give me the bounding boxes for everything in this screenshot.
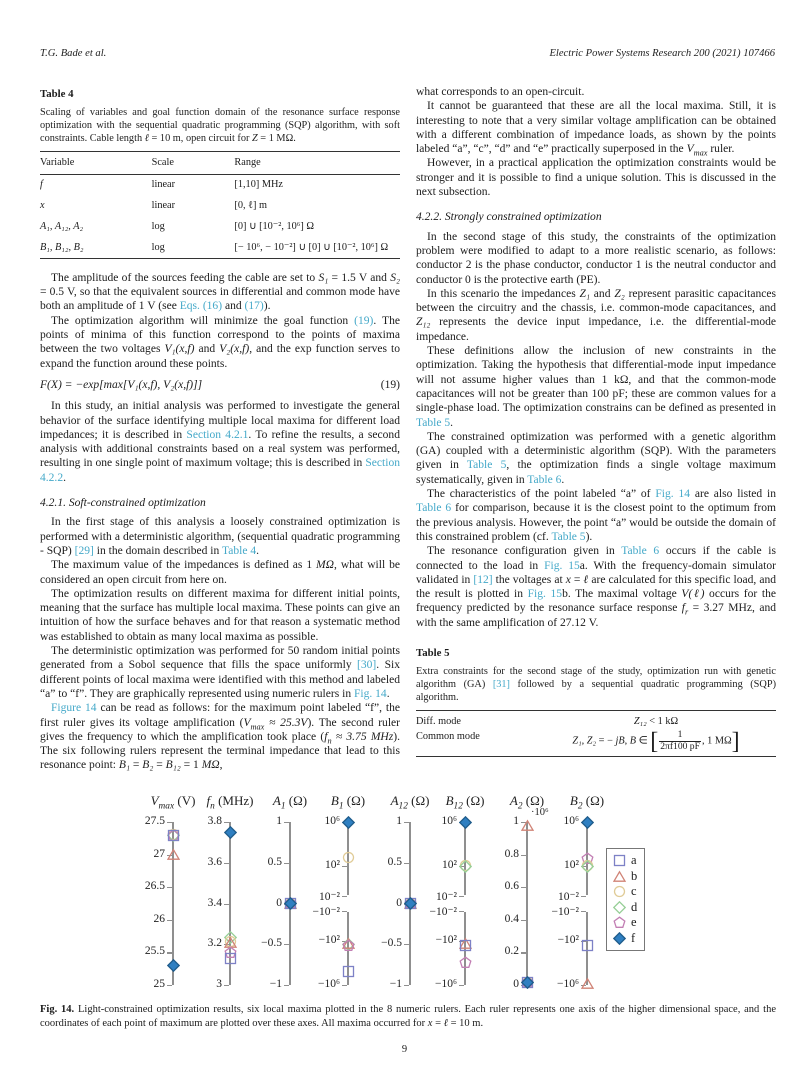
paragraph: what corresponds to an open-circuit.	[416, 86, 585, 98]
axis-tick-label: 3.2	[207, 937, 222, 950]
axis-tick-label: 3.4	[207, 896, 222, 909]
axis-tick-label: 27.5	[144, 815, 165, 827]
citation-link[interactable]: Table 6	[621, 545, 660, 558]
paragraph: It cannot be guaranteed that these are all the local maxima. Still, it is interesting to note that a very similar voltage amplification can be obtained with a different combination of impedance loads, as shown by the points labeled “a”, “c”, “d” and “e” practically superposed in the $V_{max}$ ruler.	[416, 100, 776, 158]
paragraph: These definitions allow the inclusion of new constraints in the optimization. Taking the hypothesis that differential-mode input impedance will not assume higher values than 1 kΩ, and that the common-mode capacitances will not be greater than 100 pF; these are common values for a single-phase load. The optimization constrains can be defined as presented in Table 5.	[416, 345, 776, 429]
axis-tick	[342, 911, 347, 912]
axis-tick-label: −10⁶	[557, 978, 579, 990]
marker-a	[224, 952, 237, 965]
axis-tick-label: 0.8	[504, 847, 519, 860]
table-4-label: Table 4	[40, 88, 74, 100]
citation-link[interactable]: [12]	[473, 573, 493, 586]
table-4-column-header: Range	[234, 152, 400, 174]
table-cell: Diff. mode	[416, 716, 461, 728]
axis-tick	[459, 896, 464, 897]
citation-link[interactable]: Fig. 15	[544, 559, 580, 572]
citation-link[interactable]: Fig. 14	[353, 687, 387, 700]
citation-link[interactable]: (17)	[244, 300, 264, 313]
citation-link[interactable]: (19)	[354, 314, 374, 327]
citation-link[interactable]: Table 4	[221, 544, 257, 557]
diamond-icon	[613, 901, 626, 914]
marker-e	[459, 956, 472, 969]
axis-tick-label: 25.5	[144, 945, 165, 958]
axis-tick-label: −10⁶	[318, 978, 340, 990]
axis-tick-label: 10⁶	[324, 815, 340, 827]
paragraph: Figure 14 can be read as follows: for the maximum point labeled “f”, the first ruler gives its voltage amplification $(V_{max} \approx 25.3V)$. The second ruler gives the frequency to which the amplification took place ($f_n \approx 3.75$ MHz). The six following rulers represent the terminal impedance that lead to this resonance point: B₁ = B₂ = B₁₂ = 1 MΩ,	[40, 702, 400, 772]
table-cell: [0] ∪ [10⁻², 10⁶] Ω	[234, 220, 315, 232]
paragraph: The amplitude of the sources feeding the cable are set to S₁ = 1.5 V and S₂ = 0.5 V, so that the equivalent sources in differential and common mode have both an amplitude of 1 V (see Eqs. (16) and (17)).	[40, 271, 400, 313]
axis-tick-label: 0.2	[504, 945, 519, 958]
axis-tick	[342, 866, 347, 867]
axis-tick	[167, 952, 172, 953]
axis-tick-label: 0	[513, 978, 519, 990]
axis-tick	[224, 822, 229, 823]
left-column	[40, 85, 400, 773]
page-number: 9	[401, 1044, 408, 1055]
citation-link[interactable]: Eqs. (16)	[179, 300, 223, 313]
triangle-icon	[613, 870, 626, 883]
citation-link[interactable]: [30]	[357, 659, 377, 672]
table-cell	[536, 728, 776, 755]
paragraph: In this study, an initial analysis was performed to investigate the general behavior of the surface identifying multiple local maxima for different load impedances; it is described in Section 4.2.1. To refine the results, a second analysis with additional constraints based on a real system was performed, resulting in one single point of maximum voltage; this is described in Section 4.2.2.	[40, 400, 400, 484]
ruler-scale-note: ·10⁶	[531, 807, 549, 818]
axis-tick-label: 0.4	[504, 912, 519, 925]
close-bracket: ]	[731, 728, 740, 755]
diamond-icon	[613, 932, 626, 945]
citation-link[interactable]: Section 4.2.2	[40, 457, 400, 484]
axis-tick-label: 10⁶	[563, 815, 579, 827]
axis-tick-label: 10²	[442, 859, 457, 871]
marker-a	[581, 939, 594, 952]
ruler-header-b2: $B_2$ (Ω)	[569, 793, 605, 812]
axis-tick-label: 1	[396, 815, 402, 827]
paragraph: In the second stage of this study, the constraints of the optimization problem were modified to adapt to a more realistic scenario, as follows: conductor 2 is the phase conductor, conductor 1 is the neutral conductor and conductor 0 is the protective earth (PE).	[416, 230, 776, 286]
axis-tick-label: 10⁻²	[435, 891, 457, 904]
table-5-block	[416, 646, 776, 757]
axis-tick	[342, 896, 347, 897]
legend-label: e	[631, 915, 637, 930]
axis-tick	[521, 920, 526, 921]
axis-tick-label: −10²	[557, 933, 579, 946]
table-cell: A₁, A₁₂, A₂	[40, 220, 84, 232]
page-header	[40, 48, 775, 59]
figure-legend	[606, 848, 645, 951]
citation-link[interactable]: Table 6	[416, 502, 452, 515]
marker-f	[224, 826, 237, 839]
equation-body: F(X) = −exp[max[V₁(x,f), V₂(x,f)]]	[40, 378, 203, 391]
axis-tick-label: 10²	[564, 859, 579, 871]
axis-tick	[224, 904, 229, 905]
axis-tick-label: 3.8	[207, 815, 222, 827]
paragraph: In the first stage of this analysis a loosely constrained optimization is performed with a deterministic algorithm, (sequential quadratic programming - SQP) [29] in the domain described in Table 4.	[40, 516, 400, 557]
legend-item-d	[613, 900, 637, 916]
paragraph: The constrained optimization was performed with a genetic algorithm (GA) coupled with a deterministic algorithm (SQP). With the parameters given in Table 5, the optimization finds a single voltage maximum systematically, given in Table 6.	[416, 430, 777, 486]
ruler-header-a2: $A_2$ (Ω)	[509, 793, 545, 812]
axis-tick-label: 10⁶	[441, 815, 457, 827]
paragraph: The maximum value of the impedances is defined as 1 MΩ, what will be considered an open circuit from here on.	[40, 559, 400, 586]
equation-number: (19)	[380, 378, 400, 391]
table-cell: Common mode	[416, 731, 480, 743]
ruler-header-b12: $B_{12}$ (Ω)	[445, 793, 485, 812]
axis-tick-label: −1	[389, 978, 402, 990]
axis-tick	[581, 896, 586, 897]
ruler-header-b1: $B_1$ (Ω)	[330, 793, 366, 812]
table-row	[40, 196, 400, 217]
equation-19	[40, 378, 400, 392]
table-4-header-row	[40, 152, 400, 174]
table-cell: linear	[151, 200, 176, 211]
fraction: $\frac{1}{2\pi f100 pF}$	[660, 729, 700, 752]
table-row	[40, 216, 400, 237]
axis-tick-label: −10⁻²	[551, 905, 579, 918]
ruler-header-a1: $A_1$ (Ω)	[272, 793, 308, 812]
marker-a	[342, 965, 355, 978]
table-cell: log	[151, 241, 165, 253]
table-cell: [0, ℓ] m	[234, 200, 268, 211]
citation-link[interactable]: Table 5	[416, 416, 451, 429]
paragraph: The resonance configuration given in Table 6 occurs if the cable is connected to the load in Fig. 15a. With the frequency-domain simulator validated in [12] the voltages at x = ℓ are calculated for this specific load, and the result is plotted in Fig. 15b. The maximal voltage V(ℓ) occurs for the frequency predicted by the resonance surface response $f_r = 3.27$ MHz, and with the same amplification of 27.12 V.	[416, 545, 777, 629]
marker-f	[167, 959, 180, 972]
table-cell: [− 10⁶, − 10⁻²] ∪ [0] ∪ [10⁻², 10⁶] Ω	[234, 241, 389, 253]
circle-icon	[613, 885, 626, 898]
citation-link[interactable]: Fig. 15	[527, 588, 563, 601]
citation-link[interactable]: Table 6	[527, 473, 562, 486]
axis-tick-label: 26	[153, 912, 165, 925]
axis-tick-label: 26.5	[144, 880, 165, 893]
axis-tick-label: 3.6	[207, 855, 222, 868]
axis-tick-label: 0	[276, 896, 282, 909]
axis-tick-label: −10⁻²	[312, 905, 340, 918]
axis-tick-label: −10²	[435, 933, 457, 946]
legend-item-e	[613, 915, 637, 931]
legend-item-a	[613, 853, 637, 869]
table-cell: log	[151, 220, 165, 232]
paragraph: In this scenario the impedances Z₁ and Z₂ represent parasitic capacitances between the circuitry and the chassis, i.e. common-mode capacitances, and Z₁₂ represents the device input impedance, i.e. the differential-mode impedance.	[416, 287, 776, 343]
axis-tick-label: −10²	[318, 933, 340, 946]
table-4	[40, 151, 400, 258]
legend-item-f	[613, 931, 637, 947]
legend-item-c	[613, 884, 637, 900]
axis-tick	[459, 911, 464, 912]
formula-text: Z₁, Z₂ = − jB, B ∈	[572, 735, 651, 747]
citation-link[interactable]: [31]	[492, 678, 510, 690]
legend-label: c	[631, 884, 637, 899]
figure-14-caption: Fig. 14. Light-constrained optimization results, six local maxima plotted in the 8 numeric rulers. Each ruler represents one axis of the higher dimensional space, and the coordinates of each point of maximum are plotted over these axes. All maxima occurred for x = ℓ = 10 m.	[40, 1004, 776, 1029]
table-cell: Z₁₂ < 1 kΩ	[633, 716, 679, 728]
paragraph: However, in a practical application the optimization constraints would be stronger and it is possible to find a unique solution. This is discussed in the next subsection.	[416, 157, 776, 199]
two-column-body	[40, 85, 776, 773]
table-row	[40, 237, 400, 258]
axis-tick-label: 0.6	[504, 880, 519, 893]
axis-tick-label: 27	[153, 847, 165, 860]
table-4-block	[40, 87, 400, 259]
pentagon-icon	[613, 916, 626, 929]
axis-tick-label: 10⁻²	[557, 891, 579, 904]
legend-label: a	[631, 853, 637, 868]
marker-a	[167, 829, 180, 842]
axis-tick-label: −0.5	[261, 937, 282, 950]
citation-link[interactable]: Table 5	[551, 530, 586, 543]
paragraph: The optimization results on different maxima for different initial points, meaning that the surface has multiple local maxima. These points can give an intuition of how the surface behaves and for that reason a systematic method was established to obtain as many local maxima as possible.	[40, 587, 400, 643]
header-authors: T.G. Bade et al.	[40, 48, 107, 59]
axis-tick-label: 25	[153, 978, 165, 990]
citation-link[interactable]: Figure 14	[51, 702, 97, 715]
axis-tick-label: 3	[216, 978, 222, 990]
axis-tick-label: 10⁻²	[318, 891, 340, 904]
legend-item-b	[613, 869, 637, 885]
axis-tick-label: 1	[513, 815, 519, 827]
axis-tick	[581, 911, 586, 912]
ruler-header-vmax: $V_{max}$ (V)	[150, 793, 196, 812]
table-4-body	[40, 174, 400, 258]
axis-tick-label: −10⁻²	[429, 905, 457, 918]
axis-tick-label: 1	[276, 815, 282, 827]
legend-label: b	[631, 868, 638, 883]
table-cell: linear	[151, 179, 176, 191]
section-heading-422: 4.2.2. Strongly constrained optimization	[416, 211, 602, 224]
axis-tick-label: 0	[396, 896, 402, 909]
ruler-header-fn: $f_n$ (MHz)	[206, 793, 254, 812]
axis-tick-label: −10⁶	[435, 978, 457, 990]
axis-tick-label: −1	[269, 978, 282, 990]
axis-tick	[521, 887, 526, 888]
axis-tick-label: 0.5	[267, 855, 282, 868]
axis-tick	[167, 920, 172, 921]
table-row	[416, 728, 776, 755]
marker-b	[581, 977, 594, 990]
table-5-label: Table 5	[416, 646, 450, 659]
legend-label: f	[631, 930, 636, 945]
table-cell: [1,10] MHz	[234, 179, 284, 191]
table-row	[416, 714, 776, 730]
open-bracket: [	[650, 728, 659, 755]
paragraph: The optimization algorithm will minimize the goal function (19). The points of minima of this function correspond to the points of maxima between the two voltages V₁(x,f) and V₂(x,f), and the exp function serves to expand the function around these points.	[40, 314, 400, 370]
table-4-column-header: Scale	[152, 152, 235, 174]
axis-tick-label: 0.5	[387, 855, 402, 868]
legend-label: d	[631, 899, 638, 914]
square-icon	[613, 854, 626, 867]
axis-tick-label: −0.5	[381, 937, 402, 950]
axis-tick	[167, 887, 172, 888]
axis-tick	[342, 985, 347, 986]
marker-d	[581, 860, 594, 873]
marker-d	[459, 860, 472, 873]
table-5-caption: Extra constraints for the second stage of the study, optimization run with genetic algorithm (GA) [31] followed by a sequential quadratic programming (SQP) algorithm.	[416, 666, 776, 703]
formula-text: , 1 MΩ	[701, 735, 732, 747]
table-row	[40, 174, 400, 195]
axis-tick	[224, 863, 229, 864]
citation-link[interactable]: Table 5	[466, 459, 507, 472]
citation-link[interactable]: Fig. 14	[655, 488, 691, 501]
paragraph: The deterministic optimization was performed for 50 random initial points generated from a Sobol sequence that fills the space uniformly [30]. Six different points of local maxima were identified with this method and labeled “a” to “f”. They are graphically represented using numeric rulers in Fig. 14.	[40, 645, 400, 700]
section-heading-421: 4.2.1. Soft-constrained optimization	[40, 497, 206, 510]
figure-14	[0, 790, 809, 1002]
table-5	[416, 710, 776, 757]
axis-tick	[521, 855, 526, 856]
axis-tick-label: 10²	[325, 859, 340, 871]
table-4-column-header: Variable	[40, 152, 152, 174]
ruler-header-a12: $A_{12}$ (Ω)	[390, 793, 430, 812]
citation-link[interactable]: [29]	[74, 544, 94, 557]
axis-tick	[459, 985, 464, 986]
axis-tick	[224, 985, 229, 986]
axis-tick	[521, 952, 526, 953]
table-4-caption: Scaling of variables and goal function domain of the resonance surface response optimization with the sequential quadratic programming (SQP) algorithm, with soft constraints. Cable length ℓ = 10 m, open circuit for Z = 1 MΩ.	[40, 107, 400, 144]
right-column	[416, 85, 776, 773]
paragraph: The characteristics of the point labeled “a” of Fig. 14 are also listed in Table 6 for comparison, because it is the closest point to the optimum from the previous analysis. However, the point “a” would be outside the domain of this constrained problem (cf. Table 5).	[416, 488, 777, 543]
table-cell: B₁, B₁₂, B₂	[40, 241, 84, 253]
marker-f	[581, 816, 594, 829]
header-journal: Electric Power Systems Research 200 (2021) 107466	[549, 48, 775, 59]
table-cell: f	[40, 179, 43, 191]
citation-link[interactable]: Section 4.2.1	[186, 428, 249, 441]
table-cell: x	[40, 200, 45, 211]
